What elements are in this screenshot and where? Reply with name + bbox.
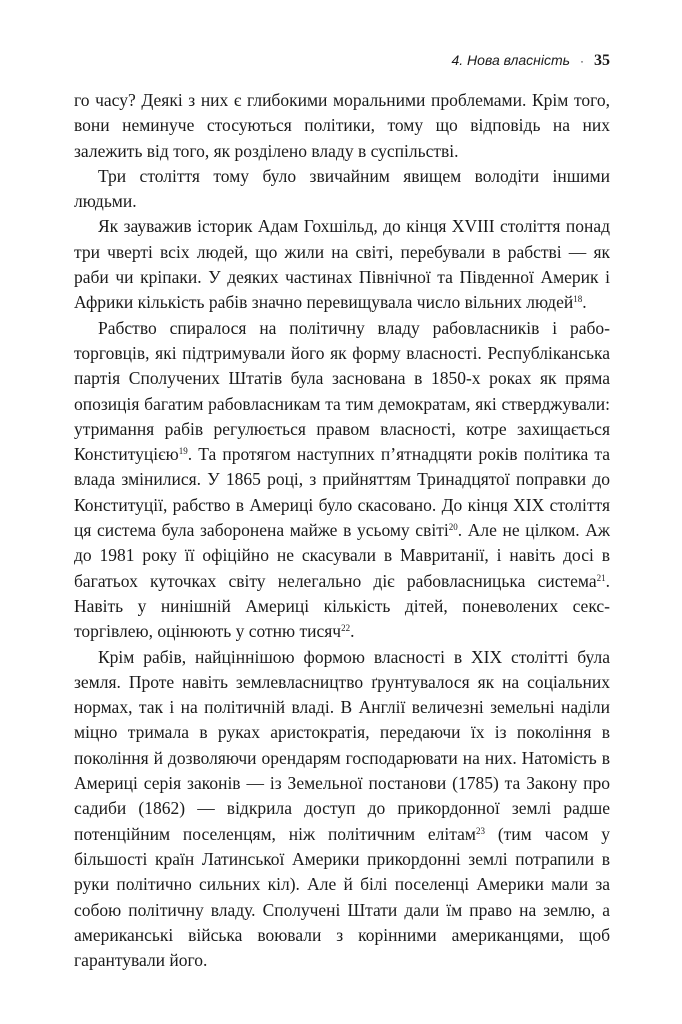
text-run: .: [350, 621, 355, 642]
page-number: 35: [594, 52, 610, 69]
footnote-ref: 23: [475, 825, 485, 836]
paragraph-p4: [74, 316, 610, 645]
book-page: [74, 50, 610, 973]
footnote-ref: 19: [178, 446, 188, 457]
text-run: Крім рабів, найціннішою формою власності в XIX столітті була земля. Проте навіть землевласництво ґрунтувалося як на соціальних нормах, так і на політичній владі. В Англії величезні земельні наділи міцно тримала в руках аристократія, передаючи їх із покоління в покоління й дозволяючи орендарям господарювати на них. Натомість в Америці серія законів — із Земельної постанови (1785) та Закону про садиби (1862) — відкрила доступ до прикордонної землі радше потенційним поселенцям, ніж політичним елітам: [74, 646, 610, 844]
header-separator: ·: [580, 54, 584, 68]
text-run: .: [582, 292, 587, 313]
text-run: . Але не цілком. Аж до 1981 року її офіційно не скасували в Мавританії, і навіть досі в багатьох куточках світу нелегально діє рабовласницька система: [74, 520, 610, 591]
paragraph-p2: [74, 164, 610, 215]
footnote-ref: 21: [596, 572, 606, 583]
footnote-ref: 20: [448, 522, 458, 533]
footnote-ref: 18: [573, 294, 583, 305]
text-run: (тим часом у більшості країн Латинської Америки прикордонні землі потрапили в руки політично сильних кіл). Але й білі поселенці Америки мали за собою політичну владу. Сполучені Штати дали їм право на землю, а американські війська воювали з корінними американцями, щоб гарантували його.: [74, 823, 610, 971]
text-run: Рабство спиралося на політичну владу рабовласників і работорговців, які підтримували його як форму власності. Республіканська партія Сполучених Штатів була заснована в 1850-х роках як пряма опозиція багатим рабовласникам та тим демократам, які стверджували: утримання рабів регулюється правом власності, котре захищається Конституцією: [74, 317, 610, 465]
body-text: [74, 88, 610, 973]
paragraph-p5: [74, 645, 610, 974]
text-run: Три століття тому було звичайним явищем володіти іншими людьми.: [74, 165, 610, 212]
running-header: [74, 50, 610, 70]
paragraph-p3: [74, 214, 610, 315]
text-run: го часу? Деякі з них є глибокими моральними проблемами. Крім того, вони неминуче стосуються політики, тому що відповідь на них залежить від того, як розділено владу в суспільстві.: [74, 90, 610, 161]
text-run: Як зауважив історик Адам Гохшільд, до кінця XVIII століття понад три чверті всіх людей, що жили на світі, перебували в рабстві — як раби чи кріпаки. У деяких частинах Північної та Південної Америк і Африки кількість рабів значно перевищувала число вільних людей: [74, 216, 610, 313]
footnote-ref: 22: [341, 623, 351, 634]
paragraph-p1: [74, 88, 610, 164]
chapter-title: 4. Нова власність: [451, 52, 570, 68]
text-run: . Та протягом наступних п’ятнадцяти років політика та влада змінилися. У 1865 році, з прийняттям Тринадцятої поправки до Конституції, рабство в Америці було скасовано. До кінця XIX століття ця система була заборонена майже в усьому світі: [74, 444, 610, 541]
text-run: . Навіть у нинішній Америці кількість дітей, поневолених секс-торгівлею, оцінюють у сотню тисяч: [74, 570, 610, 642]
